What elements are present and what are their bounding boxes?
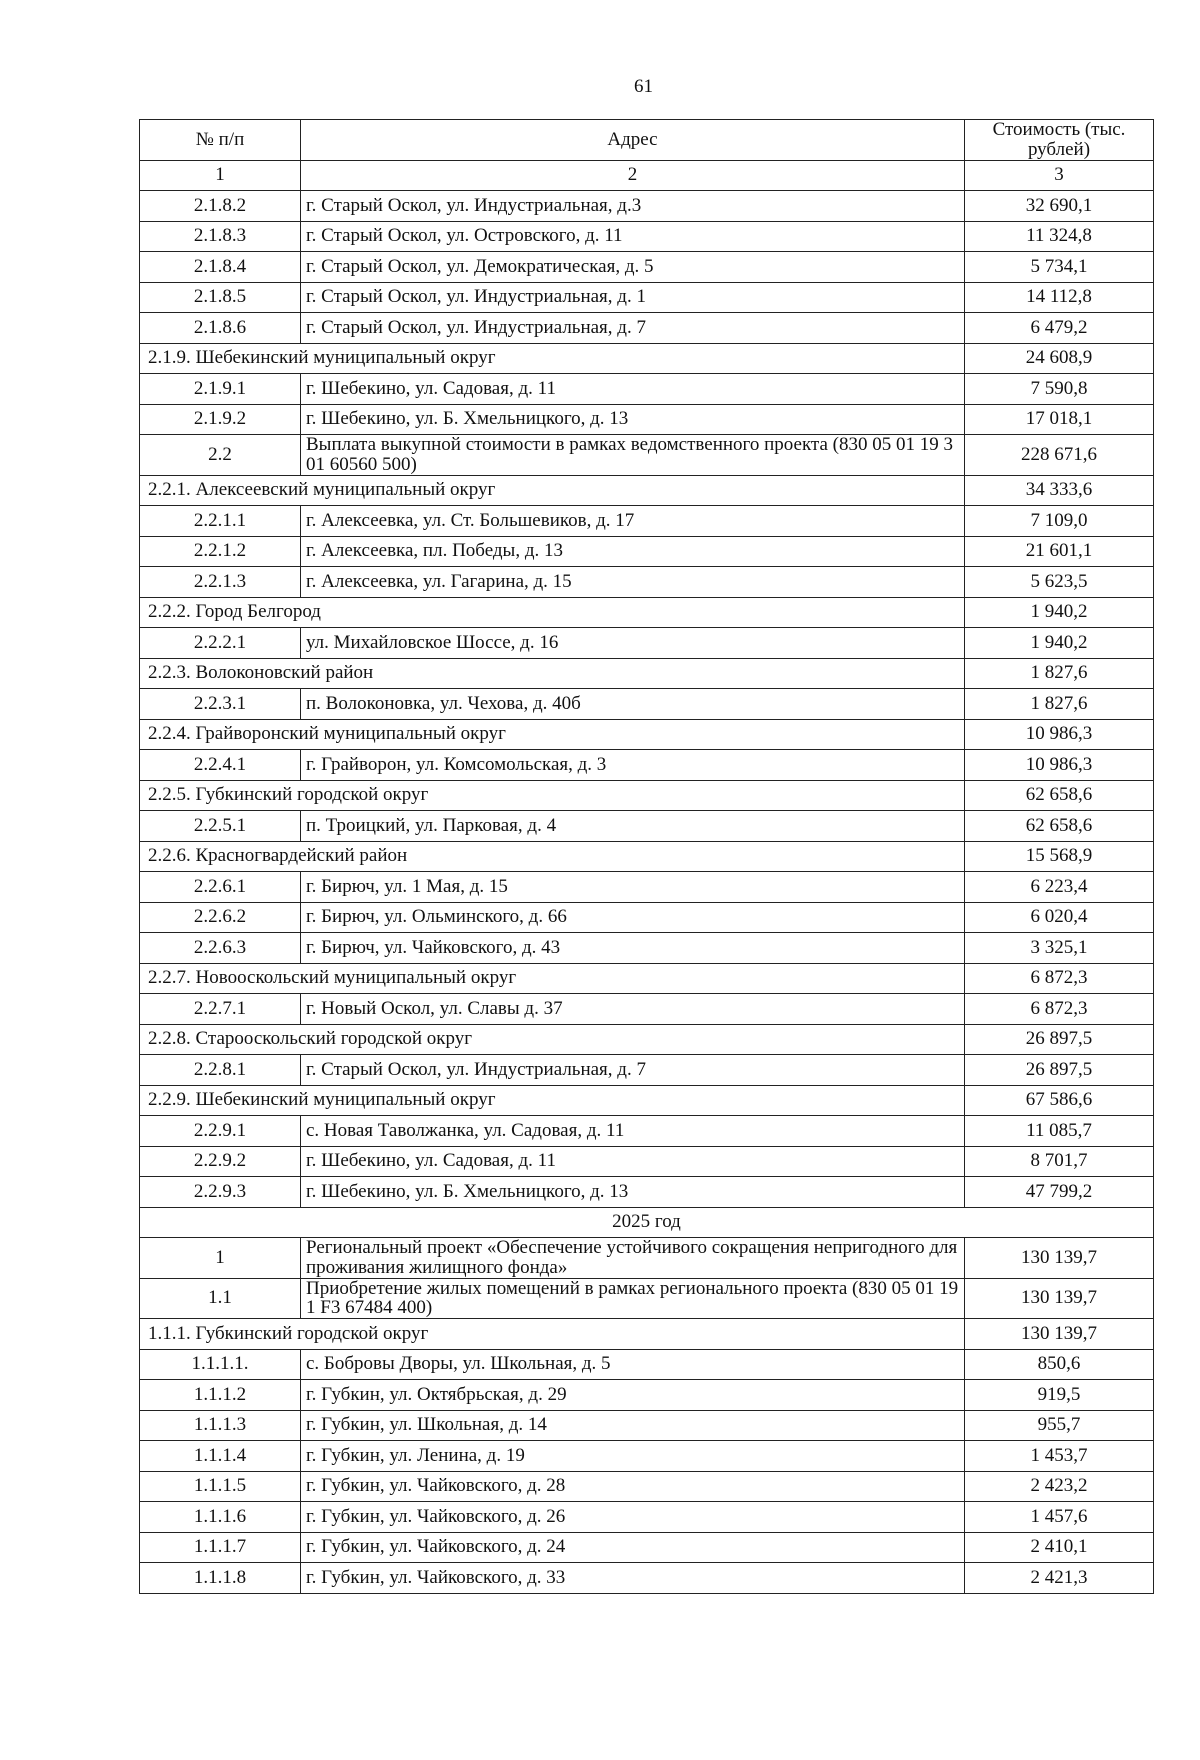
table-row <box>140 1116 1154 1147</box>
header-cost: Стоимость (тыс. рублей) <box>965 120 1154 161</box>
row-address: г. Шебекино, ул. Б. Хмельницкого, д. 13 <box>301 404 965 435</box>
row-number: 2.2.6.2 <box>140 902 301 933</box>
row-address: г. Бирюч, ул. Чайковского, д. 43 <box>301 933 965 964</box>
row-number: 1.1.1.6 <box>140 1502 301 1533</box>
group-row <box>140 780 1154 811</box>
row-number: 2.1.8.5 <box>140 282 301 313</box>
row-number: 2.2.9.3 <box>140 1177 301 1208</box>
row-number: 2.2.2.1 <box>140 628 301 659</box>
row-number: 1.1.1.4 <box>140 1441 301 1472</box>
row-address: г. Губкин, ул. Чайковского, д. 24 <box>301 1532 965 1563</box>
row-cost: 1 457,6 <box>965 1502 1154 1533</box>
table-row <box>140 933 1154 964</box>
row-cost: 11 085,7 <box>965 1116 1154 1147</box>
row-cost: 2 421,3 <box>965 1563 1154 1594</box>
cost-table <box>139 119 1154 1594</box>
row-number: 2.2.1.3 <box>140 567 301 598</box>
table-row <box>140 1177 1154 1208</box>
section-title: Выплата выкупной стоимости в рамках ведомственного проекта (830 05 01 19 3 01 60560 500) <box>301 435 965 476</box>
row-number: 2.2.9.2 <box>140 1146 301 1177</box>
table-row <box>140 811 1154 842</box>
row-number: 2.2.5.1 <box>140 811 301 842</box>
row-number: 1.1.1.3 <box>140 1410 301 1441</box>
row-address: г. Новый Оскол, ул. Славы д. 37 <box>301 994 965 1025</box>
row-cost: 26 897,5 <box>965 1055 1154 1086</box>
row-address: г. Грайворон, ул. Комсомольская, д. 3 <box>301 750 965 781</box>
table-row <box>140 282 1154 313</box>
group-cost: 24 608,9 <box>965 343 1154 374</box>
row-cost: 1 827,6 <box>965 689 1154 720</box>
row-cost: 5 734,1 <box>965 252 1154 283</box>
table-row <box>140 1471 1154 1502</box>
group-cost: 62 658,6 <box>965 780 1154 811</box>
column-index-1: 1 <box>140 160 301 191</box>
section-row <box>140 1238 1154 1279</box>
row-number: 2.1.9.1 <box>140 374 301 405</box>
row-cost: 8 701,7 <box>965 1146 1154 1177</box>
column-index-3: 3 <box>965 160 1154 191</box>
row-number: 1.1.1.5 <box>140 1471 301 1502</box>
row-cost: 7 109,0 <box>965 506 1154 537</box>
group-cost: 67 586,6 <box>965 1085 1154 1116</box>
group-row <box>140 597 1154 628</box>
row-cost: 919,5 <box>965 1380 1154 1411</box>
table-row <box>140 1380 1154 1411</box>
group-row <box>140 1024 1154 1055</box>
group-row <box>140 1319 1154 1350</box>
group-title: 2.2.2. Город Белгород <box>140 597 965 628</box>
group-cost: 10 986,3 <box>965 719 1154 750</box>
row-address: г. Алексеевка, ул. Гагарина, д. 15 <box>301 567 965 598</box>
row-address: г. Губкин, ул. Чайковского, д. 26 <box>301 1502 965 1533</box>
group-row <box>140 658 1154 689</box>
group-title: 2.2.6. Красногвардейский район <box>140 841 965 872</box>
row-number: 2.2.4.1 <box>140 750 301 781</box>
row-address: с. Бобровы Дворы, ул. Школьная, д. 5 <box>301 1349 965 1380</box>
section-cost: 228 671,6 <box>965 435 1154 476</box>
group-row <box>140 343 1154 374</box>
page-number: 61 <box>634 76 653 97</box>
section-cost: 130 139,7 <box>965 1278 1154 1319</box>
row-address: г. Шебекино, ул. Садовая, д. 11 <box>301 374 965 405</box>
row-number: 2.2.7.1 <box>140 994 301 1025</box>
section-row <box>140 435 1154 476</box>
table-row <box>140 1349 1154 1380</box>
row-address: г. Шебекино, ул. Б. Хмельницкого, д. 13 <box>301 1177 965 1208</box>
row-address: с. Новая Таволжанка, ул. Садовая, д. 11 <box>301 1116 965 1147</box>
row-address: г. Губкин, ул. Чайковского, д. 33 <box>301 1563 965 1594</box>
row-number: 2.1.8.3 <box>140 221 301 252</box>
row-cost: 2 410,1 <box>965 1532 1154 1563</box>
group-title: 2.2.9. Шебекинский муниципальный округ <box>140 1085 965 1116</box>
group-row <box>140 963 1154 994</box>
row-cost: 2 423,2 <box>965 1471 1154 1502</box>
group-cost: 6 872,3 <box>965 963 1154 994</box>
group-title: 1.1.1. Губкинский городской округ <box>140 1319 965 1350</box>
row-number: 2.1.8.4 <box>140 252 301 283</box>
row-cost: 6 479,2 <box>965 313 1154 344</box>
row-address: г. Старый Оскол, ул. Индустриальная, д. 7 <box>301 1055 965 1086</box>
table-row <box>140 994 1154 1025</box>
row-number: 2.1.8.6 <box>140 313 301 344</box>
section-number: 1.1 <box>140 1278 301 1319</box>
year-title: 2025 год <box>140 1207 1154 1238</box>
table-row <box>140 1502 1154 1533</box>
group-row <box>140 719 1154 750</box>
table-row <box>140 374 1154 405</box>
table-row <box>140 536 1154 567</box>
table-body <box>140 191 1154 1594</box>
group-row <box>140 1085 1154 1116</box>
group-cost: 34 333,6 <box>965 475 1154 506</box>
table-row <box>140 191 1154 222</box>
row-address: г. Бирюч, ул. Ольминского, д. 66 <box>301 902 965 933</box>
table-row <box>140 313 1154 344</box>
row-number: 1.1.1.8 <box>140 1563 301 1594</box>
row-address: г. Шебекино, ул. Садовая, д. 11 <box>301 1146 965 1177</box>
table-row <box>140 252 1154 283</box>
section-title: Региональный проект «Обеспечение устойчивого сокращения непригодного для проживания жилищного фонда» <box>301 1238 965 1279</box>
header-num: № п/п <box>140 120 301 161</box>
header-address: Адрес <box>301 120 965 161</box>
row-address: г. Губкин, ул. Ленина, д. 19 <box>301 1441 965 1472</box>
row-address: г. Старый Оскол, ул. Демократическая, д. 5 <box>301 252 965 283</box>
group-cost: 1 940,2 <box>965 597 1154 628</box>
row-address: г. Губкин, ул. Октябрьская, д. 29 <box>301 1380 965 1411</box>
row-number: 2.1.8.2 <box>140 191 301 222</box>
group-cost: 1 827,6 <box>965 658 1154 689</box>
group-title: 2.2.3. Волоконовский район <box>140 658 965 689</box>
row-number: 2.1.9.2 <box>140 404 301 435</box>
row-cost: 14 112,8 <box>965 282 1154 313</box>
row-address: г. Старый Оскол, ул. Индустриальная, д.3 <box>301 191 965 222</box>
row-cost: 5 623,5 <box>965 567 1154 598</box>
section-cost: 130 139,7 <box>965 1238 1154 1279</box>
table-row <box>140 506 1154 537</box>
row-cost: 6 223,4 <box>965 872 1154 903</box>
table-row <box>140 872 1154 903</box>
row-address: г. Губкин, ул. Чайковского, д. 28 <box>301 1471 965 1502</box>
section-title: Приобретение жилых помещений в рамках регионального проекта (830 05 01 19 1 F3 67484 400) <box>301 1278 965 1319</box>
row-cost: 1 453,7 <box>965 1441 1154 1472</box>
table-row <box>140 1563 1154 1594</box>
table-row <box>140 1410 1154 1441</box>
row-address: г. Старый Оскол, ул. Островского, д. 11 <box>301 221 965 252</box>
group-row <box>140 475 1154 506</box>
row-number: 2.2.1.1 <box>140 506 301 537</box>
table-row <box>140 1146 1154 1177</box>
section-number: 1 <box>140 1238 301 1279</box>
group-title: 2.2.7. Новооскольский муниципальный округ <box>140 963 965 994</box>
row-address: п. Троицкий, ул. Парковая, д. 4 <box>301 811 965 842</box>
row-number: 1.1.1.7 <box>140 1532 301 1563</box>
row-address: г. Старый Оскол, ул. Индустриальная, д. 7 <box>301 313 965 344</box>
row-number: 1.1.1.1. <box>140 1349 301 1380</box>
header-row <box>140 120 1154 161</box>
group-title: 2.2.5. Губкинский городской округ <box>140 780 965 811</box>
row-address: г. Алексеевка, пл. Победы, д. 13 <box>301 536 965 567</box>
group-title: 2.2.4. Грайворонский муниципальный округ <box>140 719 965 750</box>
group-cost: 15 568,9 <box>965 841 1154 872</box>
group-title: 2.2.8. Старооскольский городской округ <box>140 1024 965 1055</box>
table-row <box>140 1441 1154 1472</box>
row-cost: 6 872,3 <box>965 994 1154 1025</box>
row-cost: 11 324,8 <box>965 221 1154 252</box>
row-address: г. Бирюч, ул. 1 Мая, д. 15 <box>301 872 965 903</box>
section-number: 2.2 <box>140 435 301 476</box>
group-title: 2.2.1. Алексеевский муниципальный округ <box>140 475 965 506</box>
section-row <box>140 1278 1154 1319</box>
row-number: 2.2.8.1 <box>140 1055 301 1086</box>
row-cost: 10 986,3 <box>965 750 1154 781</box>
row-number: 2.2.9.1 <box>140 1116 301 1147</box>
row-address: п. Волоконовка, ул. Чехова, д. 40б <box>301 689 965 720</box>
group-cost: 130 139,7 <box>965 1319 1154 1350</box>
row-cost: 32 690,1 <box>965 191 1154 222</box>
table-row <box>140 750 1154 781</box>
row-number: 2.2.6.1 <box>140 872 301 903</box>
table-row <box>140 902 1154 933</box>
row-cost: 21 601,1 <box>965 536 1154 567</box>
row-cost: 17 018,1 <box>965 404 1154 435</box>
row-address: ул. Михайловское Шоссе, д. 16 <box>301 628 965 659</box>
row-cost: 47 799,2 <box>965 1177 1154 1208</box>
row-address: г. Старый Оскол, ул. Индустриальная, д. 1 <box>301 282 965 313</box>
row-cost: 955,7 <box>965 1410 1154 1441</box>
table-row <box>140 689 1154 720</box>
row-address: г. Губкин, ул. Школьная, д. 14 <box>301 1410 965 1441</box>
group-cost: 26 897,5 <box>965 1024 1154 1055</box>
group-title: 2.1.9. Шебекинский муниципальный округ <box>140 343 965 374</box>
row-number: 1.1.1.2 <box>140 1380 301 1411</box>
row-cost: 6 020,4 <box>965 902 1154 933</box>
row-cost: 850,6 <box>965 1349 1154 1380</box>
column-index-2: 2 <box>301 160 965 191</box>
row-number: 2.2.1.2 <box>140 536 301 567</box>
row-number: 2.2.3.1 <box>140 689 301 720</box>
row-cost: 62 658,6 <box>965 811 1154 842</box>
column-index-row <box>140 160 1154 191</box>
group-row <box>140 841 1154 872</box>
row-cost: 3 325,1 <box>965 933 1154 964</box>
row-cost: 1 940,2 <box>965 628 1154 659</box>
table-row <box>140 221 1154 252</box>
row-cost: 7 590,8 <box>965 374 1154 405</box>
table-row <box>140 628 1154 659</box>
table-row <box>140 1532 1154 1563</box>
table-row <box>140 567 1154 598</box>
table-row <box>140 404 1154 435</box>
table-row <box>140 1055 1154 1086</box>
year-row <box>140 1207 1154 1238</box>
row-number: 2.2.6.3 <box>140 933 301 964</box>
row-address: г. Алексеевка, ул. Ст. Большевиков, д. 17 <box>301 506 965 537</box>
